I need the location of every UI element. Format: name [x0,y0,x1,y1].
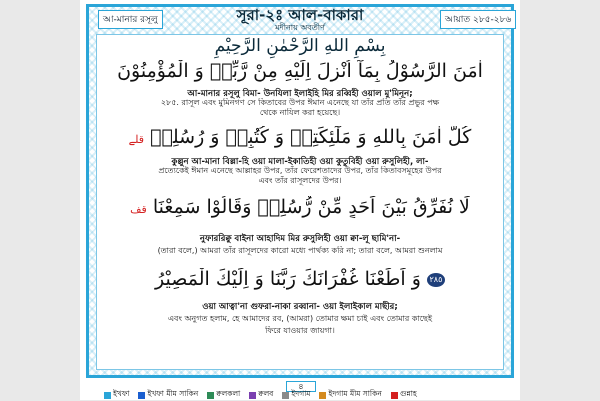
legend-item [104,390,129,400]
waqf-mark-3: قف [130,203,147,216]
legend-item [391,390,417,400]
legend-label: ইখফা মীম সাকিন [147,389,199,398]
bismillah: بِسْمِ اللهِ الرَّحْمٰنِ الرَّحِيْمِ [214,36,386,56]
verse-arabic-4-text: وَ اَطَعْنَا غُفْرَانَكَ رَبَّنَا وَ اِلَيْكَ الْمَصِيْرُ [155,268,421,290]
legend-label: গুন্নাহ [399,389,417,398]
legend-item [319,390,381,400]
legend-item [138,390,198,400]
verse-arabic-4 [104,268,496,290]
verse-bangla-1b: থেকে নাযিল করা হয়েছে। [259,108,341,117]
page-number: ৪ [286,381,316,392]
verse-bangla-2b: এবং তাঁর রাসূলদের উপর। [258,176,342,185]
header-right-tag: আয়াত ২৮৫-২৮৬ [440,10,516,29]
legend-swatch [391,392,398,399]
legend-item [282,390,310,400]
legend-swatch [104,392,111,399]
verse-arabic-2-text: كُلٌّ اٰمَنَ بِاللهِ وَ مَلٰٓئِكَتِهٖ وَ كُتُبِهٖ وَ رُسُلِهٖ [150,126,472,148]
verse-translit-1: আ-মানার রসূলু বিমা- উনযিলা ইলাইহি মির রব্বিহী ওয়াল মু'মিনূন; [187,89,413,99]
ayah-number-badge: ٢٨٥ [427,273,445,287]
verse-bangla-2a: প্রত্যেকেই ঈমান এনেছে আল্লাহর উপর, তাঁর ফেরেশতাদের উপর, তাঁর কিতাবসমূহের উপর [158,166,442,175]
legend-swatch [282,392,289,399]
waqf-mark-2: قلے [128,133,145,146]
verse-arabic-2 [104,126,496,148]
legend-label: ইদগাম মীম সাকিন [328,389,382,398]
legend-swatch [319,392,326,399]
legend-item [249,390,273,400]
legend-label: ক্বলকলা [216,389,241,398]
verse-translit-2: কুল্লুন আ-মানা বিল্লা-হি ওয়া মালা-ইকাতিহী ওয়া কুতুবিহী ওয়া রুসুলিহী, লা- [171,157,429,167]
verse-translit-3: নুফাররিক্বু বাইনা আহাদিম মির রুসুলিহী ওয়া ক্বা-লূ ছামি'না- [199,234,401,244]
surah-subtitle: মদীনায় অবতীর্ণ [275,23,325,32]
legend-swatch [207,392,214,399]
legend-label: ইখফা [113,389,130,398]
header-left-tag: আ-মানার রসূলু [98,10,163,29]
verse-bangla-3a: (তারা বলে,) আমরা তাঁর রাসূলদের কারো মধ্যে পার্থক্য করি না; তারা বলে, আমরা শুনলাম [157,246,443,255]
verse-bangla-1a: ২৮৫. রাসূল এবং মুমিনগণ সে কিতাবের উপর ঈমান এনেছে যা তাঁর প্রতি তাঁর প্রভুর পক্ষ [160,98,440,107]
surah-title: সূরা-২ঃ আল-বাকারা [236,6,364,24]
legend-label: ইদগাম [291,389,311,398]
verse-bangla-4b: ফিরে যাওয়ার জায়গা। [265,326,335,335]
legend-swatch [138,392,145,399]
legend-item [207,390,240,400]
tajweed-legend [104,390,524,400]
verse-arabic-3 [104,196,496,218]
verse-arabic-1: اٰمَنَ الرَّسُوْلُ بِمَآ اُنْزِلَ اِلَيْهِ مِنْ رَّبِّهٖ وَ الْمُؤْمِنُوْنَ [117,60,483,82]
legend-swatch [249,392,256,399]
verse-arabic-3-text: لَا نُفَرِّقُ بَيْنَ اَحَدٍ مِّنْ رُّسُلِهٖ وَقَالُوْا سَمِعْنَا [152,196,470,218]
legend-label: ক্বলব [258,389,274,398]
verse-translit-4: ওয়া আত্বা'না গুফরা-নাকা রব্বানা- ওয়া ইলাইকাল মাছীর; [202,302,398,312]
verse-bangla-4a: এবং অনুগত হলাম, হে আমাদের রব, (আমরা) তোমার ক্ষমা চাই এবং তোমার কাছেই [167,314,433,323]
